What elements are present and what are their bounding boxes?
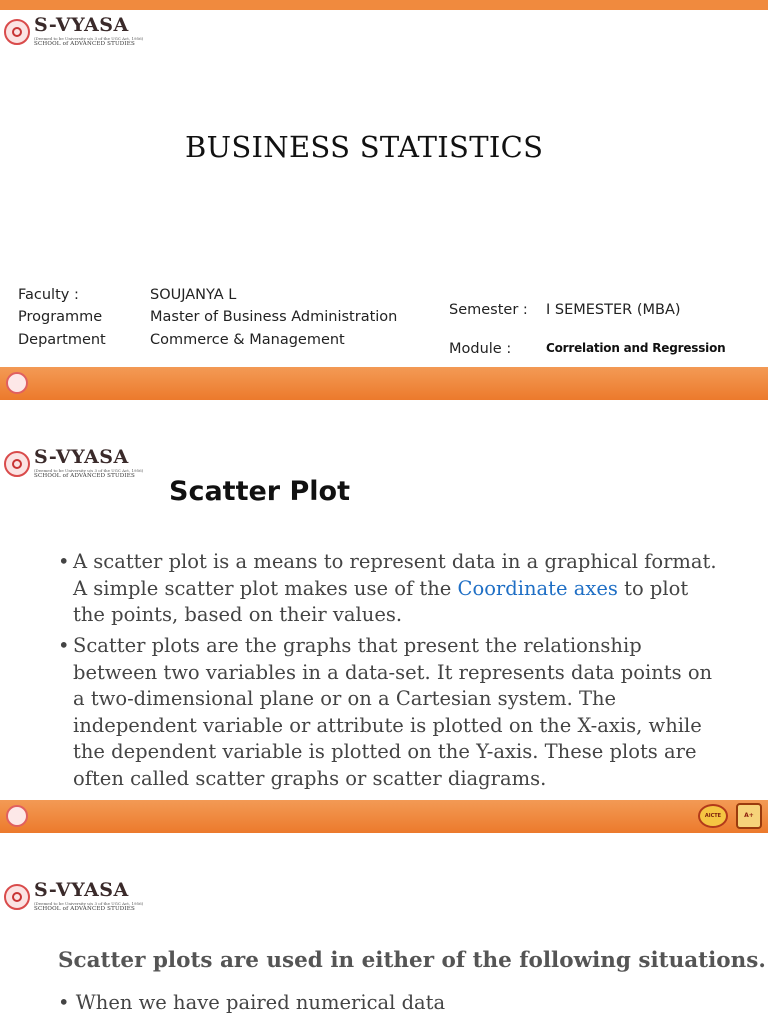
university-emblem-icon bbox=[4, 884, 30, 910]
bullet-dot: • bbox=[58, 634, 70, 657]
course-title: BUSINESS STATISTICS bbox=[185, 130, 544, 164]
brand-tagline: (Deemed to be University u/s 3 of the UGC Act, 1956) bbox=[34, 36, 144, 41]
footer-emblem-icon bbox=[6, 805, 28, 827]
top-accent-stripe bbox=[0, 0, 768, 10]
slide-scatter-plot bbox=[0, 400, 768, 833]
brand-school: SCHOOL of ADVANCED STUDIES bbox=[34, 473, 135, 479]
slide-scatter-uses bbox=[0, 833, 768, 1024]
semester-value: I SEMESTER (MBA) bbox=[546, 302, 681, 318]
programme-value: Master of Business Administration bbox=[150, 309, 398, 325]
coordinate-axes-link[interactable]: Coordinate axes bbox=[457, 576, 618, 600]
department-value: Commerce & Management bbox=[150, 332, 345, 348]
bullet-text: Scatter plots are the graphs that present the relationship between two variables in a data-set. It represents data points on a two-dimensional plane or on a Cartesian system. The independent variable or attribute is plotted on the X-axis, while the dependent variable is plotted on the Y-axis. These plots are often called scatter graphs or scatter diagrams. bbox=[73, 634, 713, 790]
bullet-text: to plot the points, based on their values. bbox=[73, 576, 689, 626]
bullet-dot: • bbox=[58, 991, 70, 1014]
brand-tagline: (Deemed to be University u/s 3 of the UGC Act, 1956) bbox=[34, 468, 144, 473]
aicte-badge-icon: AICTE bbox=[698, 804, 728, 828]
svyasa-logo bbox=[4, 446, 144, 482]
bullet-item bbox=[58, 633, 718, 792]
department-label: Department bbox=[18, 332, 106, 348]
bullet-dot: • bbox=[58, 550, 70, 573]
semester-label: Semester : bbox=[449, 302, 528, 318]
module-value: Correlation and Regression bbox=[546, 341, 726, 355]
slide-title: Scatter Plot bbox=[169, 476, 351, 507]
faculty-value: SOUJANYA L bbox=[150, 287, 237, 303]
brand-name: S-VYASA bbox=[34, 879, 129, 901]
svyasa-logo bbox=[4, 14, 144, 50]
bullet-text: A scatter plot is a means to represent data in a graphical format. A simple scatter plot makes use of the bbox=[73, 550, 717, 600]
brand-tagline: (Deemed to be University u/s 3 of the UGC Act, 1956) bbox=[34, 901, 144, 906]
footer-bar bbox=[0, 800, 768, 833]
brand-name: S-VYASA bbox=[34, 446, 129, 468]
slide-heading: Scatter plots are used in either of the following situations. bbox=[58, 948, 766, 973]
university-emblem-icon bbox=[4, 451, 30, 477]
footer-emblem-icon bbox=[6, 372, 28, 394]
footer-bar bbox=[0, 367, 768, 400]
brand-school: SCHOOL of ADVANCED STUDIES bbox=[34, 906, 135, 912]
naac-badge-icon: A+ bbox=[736, 803, 762, 829]
faculty-label: Faculty : bbox=[18, 287, 79, 303]
slide-title bbox=[0, 0, 768, 400]
programme-label: Programme bbox=[18, 309, 103, 325]
bullet-text: When we have paired numerical data bbox=[75, 991, 446, 1014]
bullet-item bbox=[58, 991, 445, 1014]
svyasa-logo bbox=[4, 879, 144, 915]
module-label: Module : bbox=[449, 341, 512, 357]
brand-school: SCHOOL of ADVANCED STUDIES bbox=[34, 41, 135, 47]
bullet-item bbox=[58, 549, 718, 629]
university-emblem-icon bbox=[4, 19, 30, 45]
brand-name: S-VYASA bbox=[34, 14, 129, 36]
